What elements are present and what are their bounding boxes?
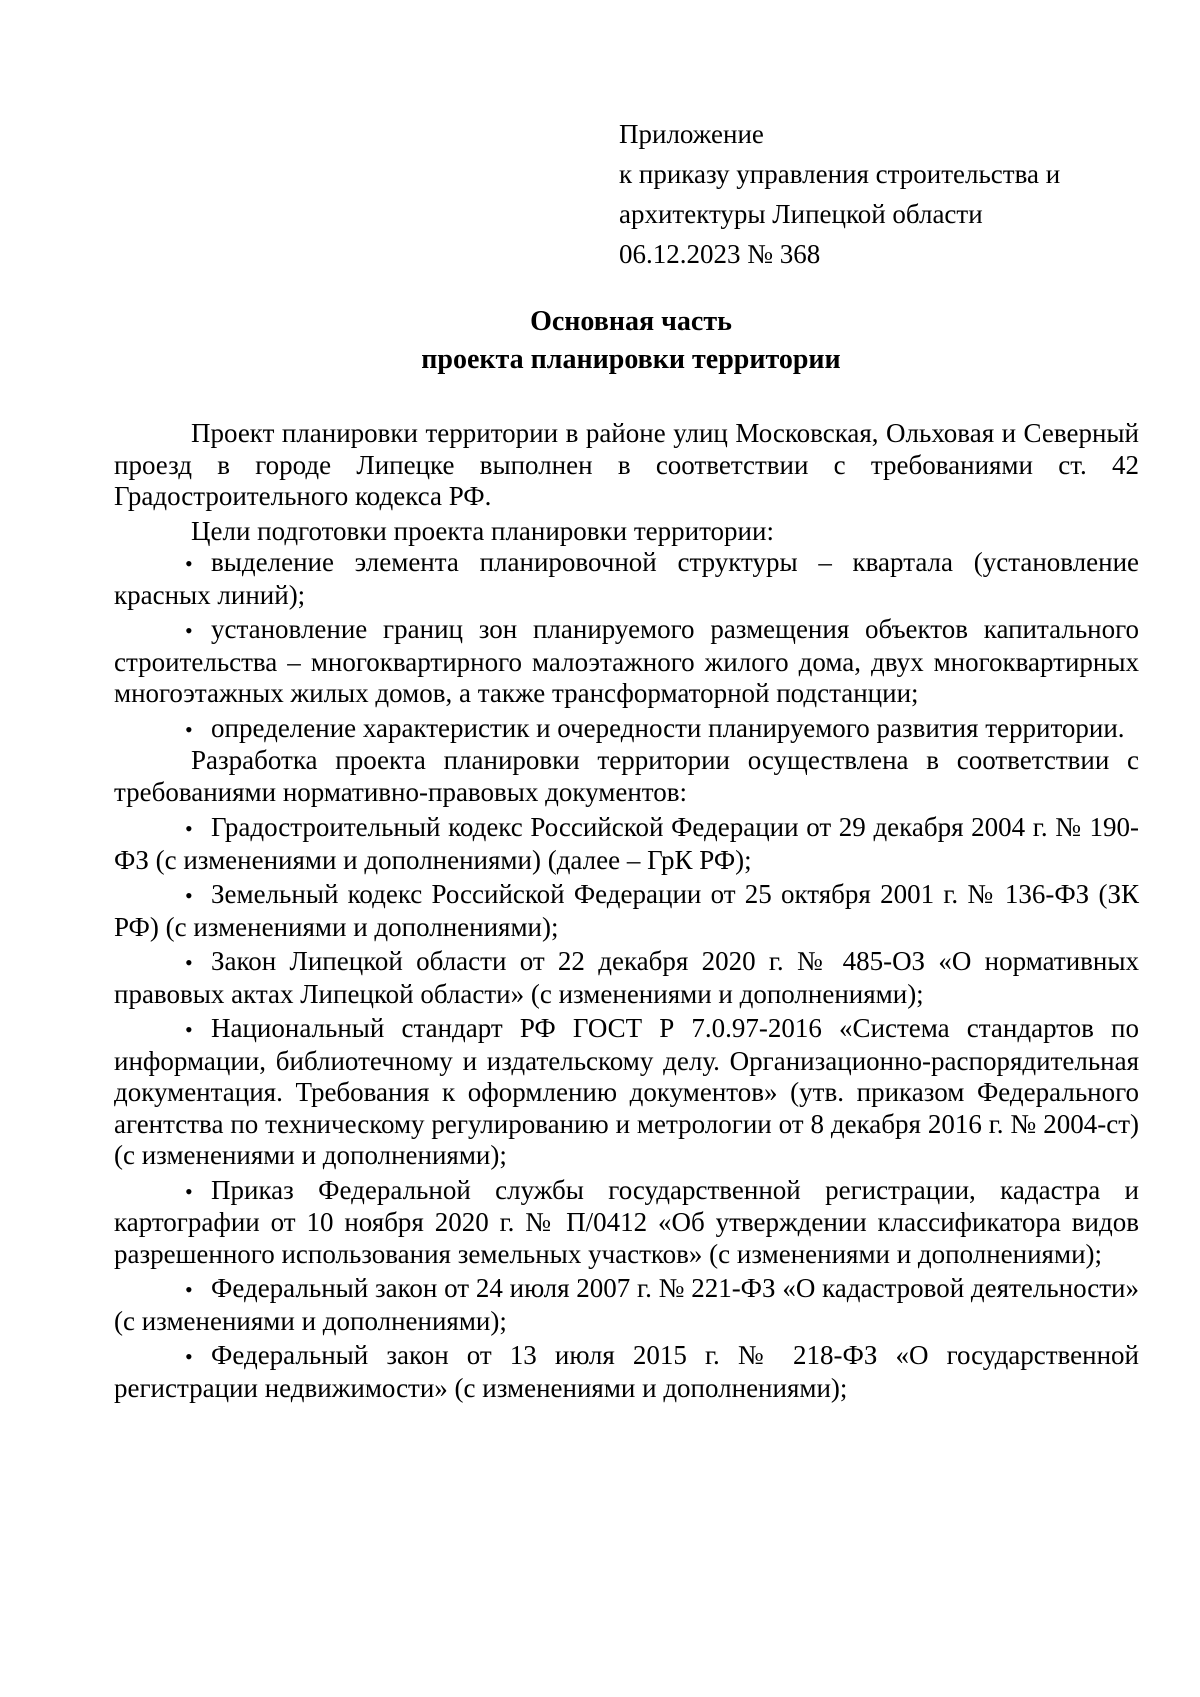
order-reference-line: к приказу управления строительства и xyxy=(619,159,1061,189)
list-item-text: Градостроительный кодекс Российской Федерации от 29 декабря 2004 г. № 190-ФЗ (с изменениями и дополнениями) (далее – ГрК РФ); xyxy=(114,812,1139,875)
list-item xyxy=(114,547,1139,611)
bullet-icon: • xyxy=(185,950,193,975)
list-item-text: Федеральный закон от 24 июля 2007 г. № 221-ФЗ «О кадастровой деятельности» (с изменениями и дополнениями); xyxy=(114,1273,1139,1336)
bullet-icon: • xyxy=(185,618,193,643)
title-line-2: проекта планировки территории xyxy=(421,344,841,375)
bullet-icon: • xyxy=(185,1344,193,1369)
title-line-1: Основная часть xyxy=(530,306,732,337)
bullet-icon: • xyxy=(185,883,193,908)
list-item-text: Национальный стандарт РФ ГОСТ Р 7.0.97-2016 «Система стандартов по информации, библиотечному и издательскому делу. Организационно-распорядительная документация. Требования к оформлению документов» (утв. приказом Федерального агентства по техническому регулированию и метрологии от 8 декабря 2016 г. № 2004-ст) (с изменениями и дополнениями); xyxy=(114,1013,1139,1170)
list-item-text: установление границ зон планируемого размещения объектов капитального строительства – многоквартирного малоэтажного жилого дома, двух многоквартирных многоэтажных жилых домов, а также трансформаторной подстанции; xyxy=(114,614,1139,708)
appendix-label: Приложение xyxy=(619,119,764,149)
list-item-text: выделение элемента планировочной структуры – квартала (установление красных линий); xyxy=(114,547,1139,610)
bullet-icon: • xyxy=(185,551,193,576)
goals-heading: Цели подготовки проекта планировки территории: xyxy=(191,515,774,546)
order-date-number: 06.12.2023 № 368 xyxy=(619,239,821,269)
list-item-text: Закон Липецкой области от 22 декабря 2020 г. № 485-ОЗ «О нормативных правовых актах Липецкой области» (с изменениями и дополнениями); xyxy=(114,946,1139,1009)
list-item xyxy=(114,1013,1139,1172)
intro-paragraph: Проект планировки территории в районе улиц Московская, Ольховая и Северный проезд в городе Липецке выполнен в соответствии с требованиями ст. 42 Градостроительного кодекса РФ. xyxy=(114,418,1139,511)
bullet-icon: • xyxy=(185,816,193,841)
list-item xyxy=(114,1273,1139,1337)
list-item xyxy=(114,1340,1139,1404)
list-item-text: определение характеристик и очередности планируемого развития территории. xyxy=(211,712,1125,743)
authority-line: архитектуры Липецкой области xyxy=(619,199,983,229)
requirements-list xyxy=(114,812,1139,1404)
list-item-text: Федеральный закон от 13 июля 2015 г. № 218-ФЗ «О государственной регистрации недвижимости» (с изменениями и дополнениями); xyxy=(114,1340,1139,1403)
list-item xyxy=(114,1175,1139,1271)
goals-list xyxy=(114,547,1139,745)
bullet-icon: • xyxy=(185,1277,193,1302)
list-item xyxy=(114,614,1139,710)
list-item-text: Земельный кодекс Российской Федерации от 25 октября 2001 г. № 136-ФЗ (ЗК РФ) (с изменениями и дополнениями); xyxy=(114,879,1139,942)
list-item-text: Приказ Федеральной службы государственной регистрации, кадастра и картографии от 10 ноября 2020 г. № П/0412 «Об утверждении классификатора видов разрешенного использования земельных участков» (с изменениями и дополнениями); xyxy=(114,1174,1139,1269)
list-item xyxy=(114,812,1139,876)
list-item xyxy=(114,879,1139,943)
document-body xyxy=(114,418,1139,1404)
document-title xyxy=(0,303,1200,379)
bullet-icon: • xyxy=(185,716,193,742)
bullet-icon: • xyxy=(185,1017,193,1042)
requirements-heading: Разработка проекта планировки территории осуществлена в соответствии с требованиями нормативно-правовых документов: xyxy=(114,745,1139,807)
list-item xyxy=(114,713,1139,746)
appendix-header xyxy=(619,114,1139,274)
bullet-icon: • xyxy=(185,1178,193,1204)
list-item xyxy=(114,946,1139,1010)
